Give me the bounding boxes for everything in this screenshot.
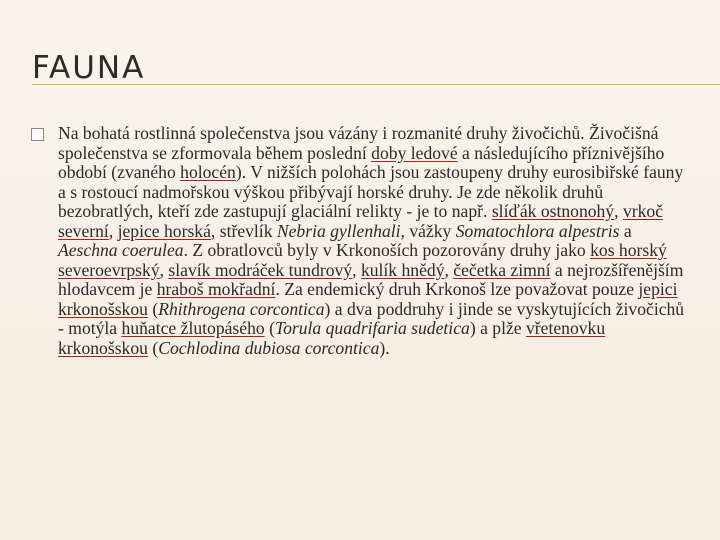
wiki-link[interactable]: jepici krkonošskou	[58, 279, 678, 319]
paragraph-text: ). V nižších polohách jsou zastoupeny druhy eurosibiřské fauny a s rostoucí nadmořskou výškou přibývají horské druhy. Je zde několik druhů bezobratlých, kteří zde zastupují glaciální relikty - je to např.	[58, 162, 684, 221]
paragraph-text: ,	[159, 259, 169, 280]
paragraph-text: ,	[444, 259, 454, 280]
wiki-link[interactable]: slavík modráček tundrový	[168, 259, 353, 280]
wiki-link[interactable]: doby ledové	[371, 142, 458, 163]
paragraph-text: a následujícího příznivějšího období (zvaného	[58, 142, 665, 182]
wiki-link[interactable]: kulík hnědý	[360, 259, 445, 280]
title-divider	[32, 84, 720, 85]
wiki-link[interactable]: vrkoč severní	[58, 201, 664, 241]
latin-name: Somatochlora alpestris	[455, 220, 620, 241]
latin-name: Aeschna coerulea	[58, 240, 184, 260]
body-paragraph	[58, 124, 686, 358]
paragraph-text: a nejrozšířenějším hlodavcem je	[58, 259, 684, 299]
latin-name: Rhithrogena corcontica	[158, 298, 325, 319]
wiki-link[interactable]: jepice horská	[117, 220, 211, 241]
wiki-link[interactable]: čečetka zimní	[453, 259, 551, 280]
paragraph-text: , vážky	[400, 220, 456, 241]
wiki-link[interactable]: hraboš mokřadní	[156, 279, 276, 299]
latin-name: Nebria gyllenhali	[276, 220, 401, 241]
paragraph-text: (	[264, 318, 275, 338]
paragraph-text: , střevlík	[210, 220, 277, 241]
paragraph-text: ,	[108, 220, 118, 241]
wiki-link[interactable]: slíďák ostnonohý	[491, 201, 615, 221]
paragraph-text: Na bohatá rostlinná společenstva jsou vázány i rozmanité druhy živočichů. Živočišná společenstva se zformovala během poslední	[58, 123, 659, 163]
paragraph-text: ,	[614, 201, 623, 221]
paragraph-text: ) a plže	[469, 318, 526, 338]
paragraph-text: a	[619, 220, 632, 241]
wiki-link[interactable]: kos horský severoevrpský	[58, 240, 667, 280]
paragraph-text: ,	[352, 259, 361, 280]
paragraph-text: (	[147, 298, 159, 319]
paragraph-text: ).	[379, 337, 390, 358]
latin-name: Torula quadrifaria sudetica	[274, 318, 470, 338]
latin-name: Cochlodina dubiosa corcontica	[158, 337, 380, 358]
bullet-box-icon	[31, 128, 44, 141]
page-title: FAUNA	[32, 50, 146, 86]
wiki-link[interactable]: vřetenovku krkonošskou	[58, 318, 606, 358]
paragraph-text: . Za endemický druh Krkonoš lze považovat pouze	[275, 279, 639, 299]
wiki-link[interactable]: huňatce žlutopásého	[121, 318, 265, 338]
paragraph-text: . Z obratlovců byly v Krkonoších pozorovány druhy jako	[183, 240, 591, 260]
wiki-link[interactable]: holocén	[180, 162, 236, 182]
paragraph-text: ) a dva poddruhy i jinde se vyskytujících živočichů - motýla	[58, 298, 685, 338]
paragraph-text: (	[147, 337, 159, 358]
